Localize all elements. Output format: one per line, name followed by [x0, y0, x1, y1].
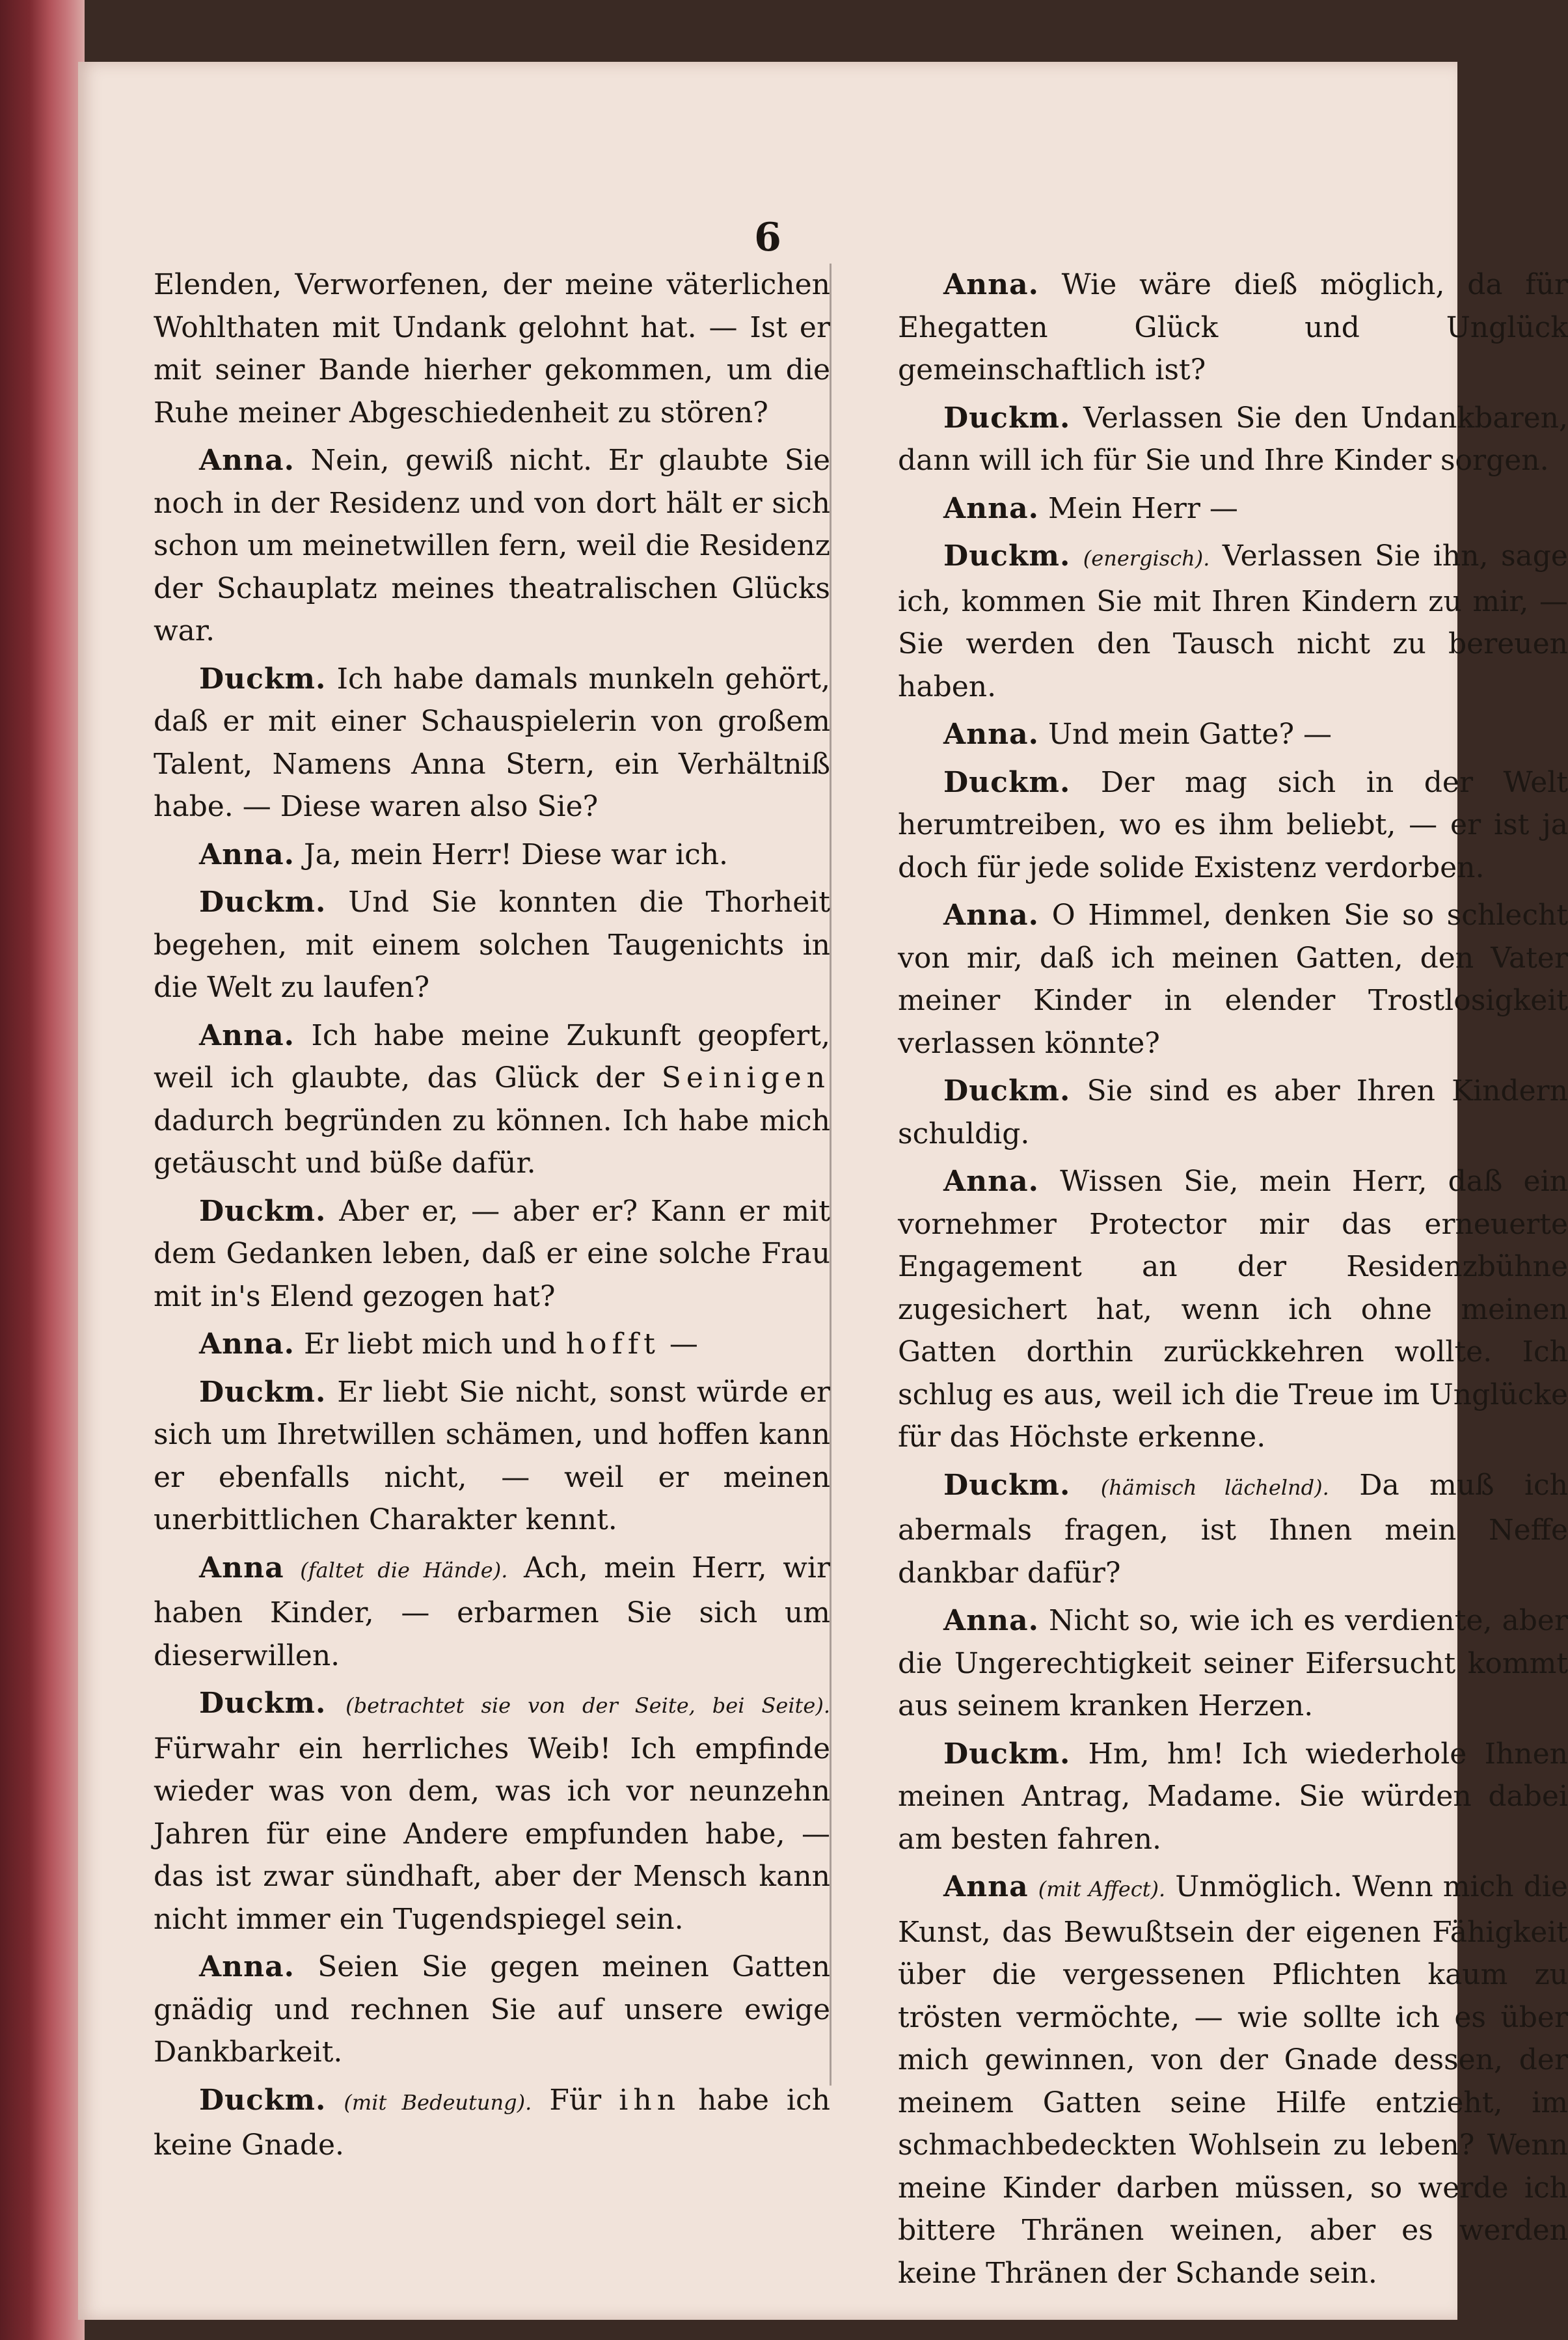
stage-direction: (faltet die Hände).	[300, 1557, 508, 1583]
stage-direction: (betrachtet sie von der Seite, bei Seite).	[345, 1693, 830, 1718]
left-column	[154, 264, 830, 2162]
dialogue-paragraph	[898, 264, 1568, 392]
dialogue-text: Wissen Sie, mein Herr, daß ein vornehmer Protector mir das erneuerte Engagement an der Residenzbühne zugesichert hat, wenn ich ohne meinen Gatten dorthin zurückkehren wollte. Ich schlug es aus, weil ich die Treue im Unglücke für das Höchste erkenne.	[898, 1165, 1568, 1454]
dialogue-paragraph	[154, 1014, 830, 1185]
speaker-name: Anna.	[199, 1950, 295, 1983]
dialogue-text: dadurch begründen zu können. Ich habe mich getäuscht und büße dafür.	[154, 1104, 830, 1180]
speaker-name: Anna.	[199, 837, 295, 871]
dialogue-text: Und Sie konnten die Thorheit begehen, mit einem solchen Taugenichts in die Welt zu laufen?	[154, 886, 830, 1004]
speaker-name: Anna	[199, 1551, 284, 1585]
book-edge	[0, 0, 85, 2340]
dialogue-text: O Himmel, denken Sie so schlecht von mir, daß ich meinen Gatten, den Vater meiner Kinder in elender Trostlosigkeit verlassen könnte?	[898, 899, 1568, 1060]
dialogue-text: Verlassen Sie ihn, sage ich, kommen Sie mit Ihren Kindern zu mir, — Sie werden den Tausch nicht zu bereuen haben.	[898, 539, 1568, 703]
emphasized-word: ihn	[619, 2083, 681, 2117]
speaker-name: Duckm.	[943, 1468, 1071, 1502]
stage-direction: (mit Bedeutung).	[344, 2089, 532, 2115]
speaker-name: Duckm.	[943, 401, 1071, 435]
dialogue-text: Der mag sich in der Welt herumtreiben, wo es ihm beliebt, — er ist ja doch für jede solide Existenz verdorben.	[898, 765, 1568, 884]
right-column	[898, 264, 1568, 2290]
dialogue-paragraph	[154, 658, 830, 828]
dialogue-paragraph	[898, 1464, 1568, 1595]
dialogue-text: Wie wäre dieß möglich, da für Ehegatten Glück und Unglück gemeinschaftlich ist?	[898, 268, 1568, 387]
dialogue-text: habe ich keine Gnade.	[154, 2083, 830, 2162]
dialogue-paragraph	[898, 1866, 1568, 2294]
dialogue-paragraph	[154, 881, 830, 1009]
page-number: 6	[754, 215, 781, 260]
speaker-name: Anna.	[199, 1018, 295, 1052]
speaker-name: Anna.	[943, 899, 1039, 932]
dialogue-paragraph	[898, 1733, 1568, 1861]
dialogue-paragraph	[154, 264, 830, 434]
dialogue-text: Nicht so, wie ich es verdiente, aber die Ungerechtigkeit seiner Eifersucht kommt aus seinem kranken Herzen.	[898, 1604, 1568, 1722]
speaker-name: Duckm.	[199, 1687, 327, 1720]
speaker-name: Duckm.	[199, 886, 327, 919]
speaker-name: Anna.	[943, 1165, 1039, 1198]
dialogue-paragraph	[898, 1599, 1568, 1728]
speaker-name: Duckm.	[199, 662, 327, 696]
speaker-name: Duckm.	[943, 765, 1071, 799]
column-divider	[830, 264, 831, 2086]
speaker-name: Anna.	[943, 718, 1039, 751]
dialogue-text: Aber er, — aber er? Kann er mit dem Gedanken leben, daß er eine solche Frau mit in's Elend gezogen hat?	[154, 1194, 830, 1313]
dialogue-text: Für	[549, 2083, 602, 2117]
stage-direction: (mit Affect).	[1038, 1877, 1166, 1901]
speaker-name: Anna	[943, 1870, 1029, 1903]
speaker-name: Duckm.	[199, 2083, 327, 2117]
dialogue-paragraph	[898, 1070, 1568, 1155]
speaker-name: Duckm.	[199, 1375, 327, 1409]
stage-direction: (energisch).	[1083, 546, 1210, 571]
dialogue-text: Und mein Gatte? —	[1048, 718, 1332, 751]
dialogue-paragraph	[898, 1160, 1568, 1459]
dialogue-paragraph	[898, 535, 1568, 708]
dialogue-paragraph	[154, 1946, 830, 2074]
dialogue-text: Da muß ich abermals fragen, ist Ihnen mein Neffe dankbar dafür?	[898, 1468, 1568, 1590]
speaker-name: Duckm.	[199, 1194, 327, 1228]
dialogue-text: Ach, mein Herr, wir haben Kinder, — erbarmen Sie sich um dieserwillen.	[154, 1551, 830, 1672]
speaker-name: Anna.	[943, 491, 1039, 525]
dialogue-text: Seien Sie gegen meinen Gatten gnädig und rechnen Sie auf unsere ewige Dankbarkeit.	[154, 1950, 830, 2069]
dialogue-text: Ich habe meine Zukunft geopfert, weil ich glaubte, das Glück der	[154, 1018, 830, 1095]
dialogue-paragraph	[898, 397, 1568, 482]
dialogue-paragraph	[898, 761, 1568, 890]
emphasized-word: hofft	[565, 1327, 660, 1361]
speaker-name: Duckm.	[943, 539, 1071, 573]
dialogue-text: Unmöglich. Wenn mich die Kunst, das Bewußtsein der eigenen Fähigkeit über die vergessenen Pflichten kaum zu trösten vermöchte, — wie sollte ich es über mich gewinnen, von der Gnade dessen, der meinem Gatten seine Hilfe entzieht, im schmachbedeckten Wohlsein zu leben? Wenn meine Kinder darben müssen, so werde ich bittere Thränen weinen, aber es werden keine Thränen der Schande sein.	[898, 1870, 1568, 2290]
dialogue-text: Er liebt mich und	[303, 1327, 557, 1361]
dialogue-text: Er liebt Sie nicht, sonst würde er sich um Ihretwillen schämen, und hoffen kann er ebenfalls nicht, — weil er meinen unerbittlichen Charakter kennt.	[154, 1375, 830, 1536]
emphasized-word: Seinigen	[661, 1061, 830, 1095]
dialogue-text: —	[669, 1327, 698, 1361]
dialogue-paragraph	[898, 713, 1568, 756]
dialogue-paragraph	[154, 834, 830, 877]
dialogue-paragraph	[154, 1682, 830, 1940]
dialogue-paragraph	[154, 439, 830, 653]
dialogue-text: Nein, gewiß nicht. Er glaubte Sie noch in der Residenz und von dort hält er sich schon um meinetwillen fern, weil die Residenz der Schauplatz meines theatralischen Glücks war.	[154, 444, 830, 647]
speaker-name: Anna.	[199, 444, 295, 477]
dialogue-text: Verlassen Sie den Undankbaren, dann will ich für Sie und Ihre Kinder sorgen.	[898, 401, 1568, 477]
speaker-name: Duckm.	[943, 1074, 1071, 1108]
dialogue-paragraph	[154, 1190, 830, 1318]
dialogue-text: Hm, hm! Ich wiederhole Ihnen meinen Antrag, Madame. Sie würden dabei am besten fahren.	[898, 1737, 1568, 1856]
dialogue-text: Mein Herr —	[1048, 491, 1238, 525]
dialogue-paragraph	[154, 2079, 830, 2167]
dialogue-text: Ja, mein Herr! Diese war ich.	[303, 837, 729, 871]
dialogue-text: Fürwahr ein herrliches Weib! Ich empfinde wieder was von dem, was ich vor neunzehn Jahren für eine Andere empfunden habe, — das ist zwar sündhaft, aber der Mensch kann nicht immer ein Tugendspiegel sein.	[154, 1732, 830, 1936]
dialogue-paragraph	[898, 487, 1568, 530]
speaker-name: Duckm.	[943, 1737, 1071, 1771]
dialogue-text: Ich habe damals munkeln gehört, daß er mit einer Schauspielerin von großem Talent, Namens Anna Stern, ein Verhältniß habe. — Diese waren also Sie?	[154, 662, 830, 823]
dialogue-paragraph	[154, 1547, 830, 1678]
stage-direction: (hämisch lächelnd).	[1100, 1475, 1329, 1500]
speaker-name: Anna.	[199, 1327, 295, 1361]
dialogue-paragraph	[898, 894, 1568, 1065]
dialogue-text: Sie sind es aber Ihren Kindern schuldig.	[898, 1074, 1568, 1150]
dialogue-paragraph	[154, 1371, 830, 1542]
dialogue-text: Elenden, Verworfenen, der meine väterlichen Wohlthaten mit Undank gelohnt hat. — Ist er mit seiner Bande hierher gekommen, um die Ruhe meiner Abgeschiedenheit zu stören?	[154, 268, 830, 429]
speaker-name: Anna.	[943, 268, 1039, 301]
dialogue-paragraph	[154, 1323, 830, 1366]
speaker-name: Anna.	[943, 1604, 1039, 1637]
